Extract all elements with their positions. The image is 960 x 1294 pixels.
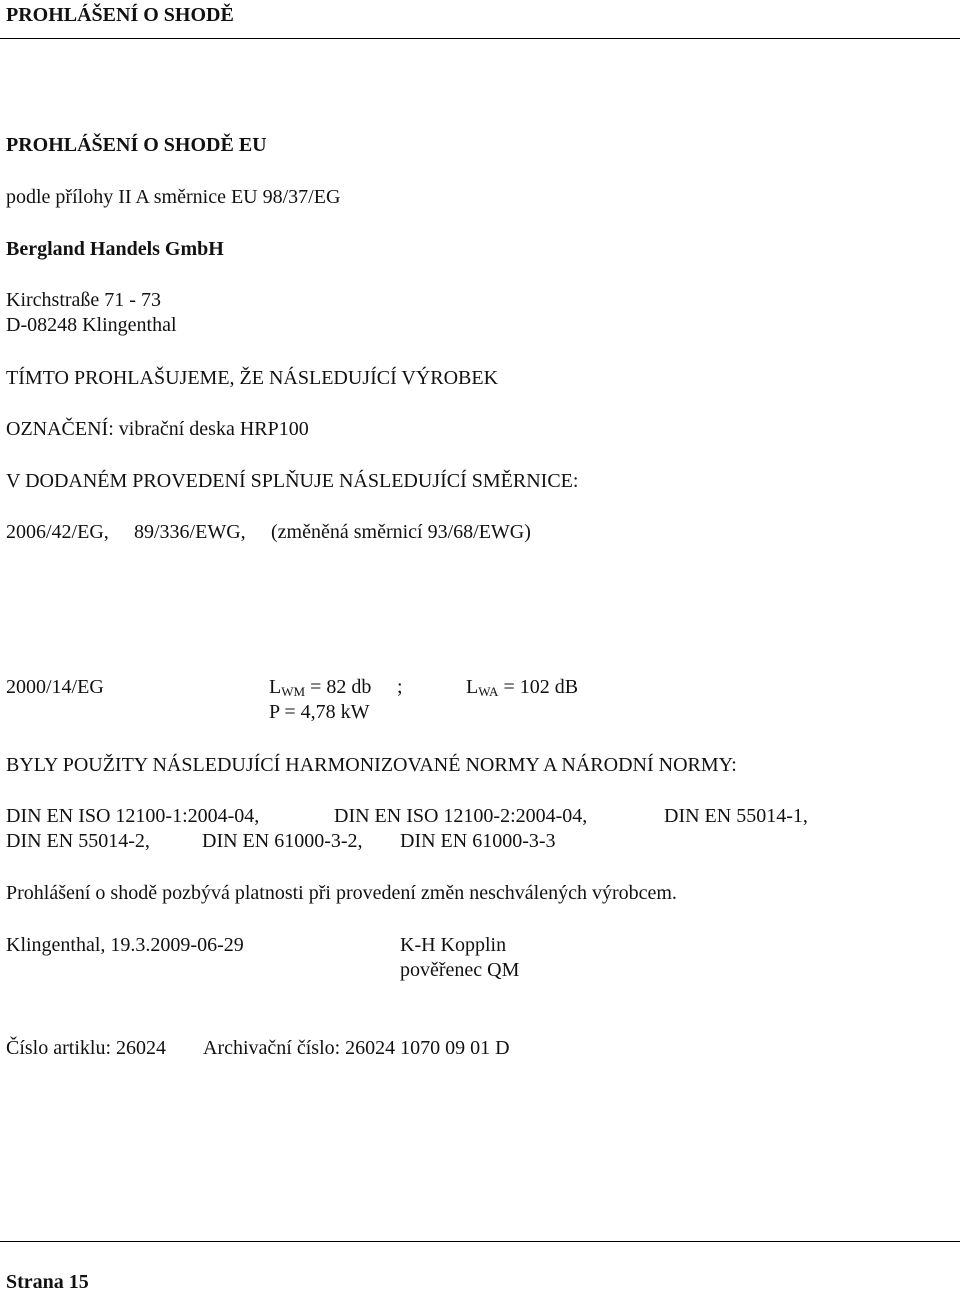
product-designation: OZNAČENÍ: vibrační deska HRP100 [6, 418, 309, 440]
address-line-1: Kirchstraße 71 - 73 [6, 289, 161, 311]
lwm-symbol: L [269, 676, 282, 698]
power-value: P = 4,78 kW [269, 701, 370, 723]
address-line-2: D-08248 Klingenthal [6, 314, 177, 336]
norm-2: DIN EN ISO 12100-2:2004-04, [334, 805, 588, 827]
signatory-role: pověřenec QM [400, 959, 520, 981]
company-name: Bergland Handels GmbH [6, 238, 224, 260]
declaration-heading: PROHLÁŠENÍ O SHODĚ EU [6, 134, 267, 156]
declaration-basis: podle přílohy II A směrnice EU 98/37/EG [6, 186, 341, 208]
page-header-title: PROHLÁŠENÍ O SHODĚ [6, 4, 234, 26]
norms-heading: BYLY POUŽITY NÁSLEDUJÍCÍ HARMONIZOVANÉ NORMY A NÁRODNÍ NORMY: [6, 754, 737, 776]
directive-2: 89/336/EWG, [134, 521, 246, 543]
archive-number: Archivační číslo: 26024 1070 09 01 D [203, 1037, 510, 1059]
place-date: Klingenthal, 19.3.2009-06-29 [6, 934, 244, 956]
directive-1: 2006/42/EG, [6, 521, 109, 543]
lwa-subscript: WA [478, 684, 499, 699]
declaration-statement: TÍMTO PROHLAŠUJEME, ŽE NÁSLEDUJÍCÍ VÝROBEK [6, 367, 499, 389]
lwa-number: = 102 dB [503, 676, 579, 698]
norm-4: DIN EN 55014-2, [6, 830, 150, 852]
compliance-statement: V DODANÉM PROVEDENÍ SPLŇUJE NÁSLEDUJÍCÍ SMĚRNICE: [6, 470, 579, 492]
signatory-name: K-H Kopplin [400, 934, 507, 956]
noise-directive: 2000/14/EG [6, 676, 104, 698]
footer-divider [0, 1241, 960, 1242]
norm-3: DIN EN 55014-1, [664, 805, 808, 827]
norm-1: DIN EN ISO 12100-1:2004-04, [6, 805, 260, 827]
lwm-number: = 82 db [310, 676, 372, 698]
directive-3: (změněná směrnicí 93/68/EWG) [271, 521, 531, 543]
noise-separator: ; [397, 676, 403, 698]
page-number: Strana 15 [6, 1271, 89, 1293]
header-divider [0, 38, 960, 39]
validity-note: Prohlášení o shodě pozbývá platnosti při provedení změn neschválených výrobcem. [6, 882, 677, 904]
lwm-subscript: WM [281, 684, 306, 699]
lwm-value [269, 675, 371, 699]
norm-6: DIN EN 61000-3-3 [400, 830, 556, 852]
norm-5: DIN EN 61000-3-2, [202, 830, 363, 852]
lwa-value [466, 675, 578, 699]
article-number: Číslo artiklu: 26024 [6, 1037, 166, 1059]
lwa-symbol: L [466, 676, 479, 698]
